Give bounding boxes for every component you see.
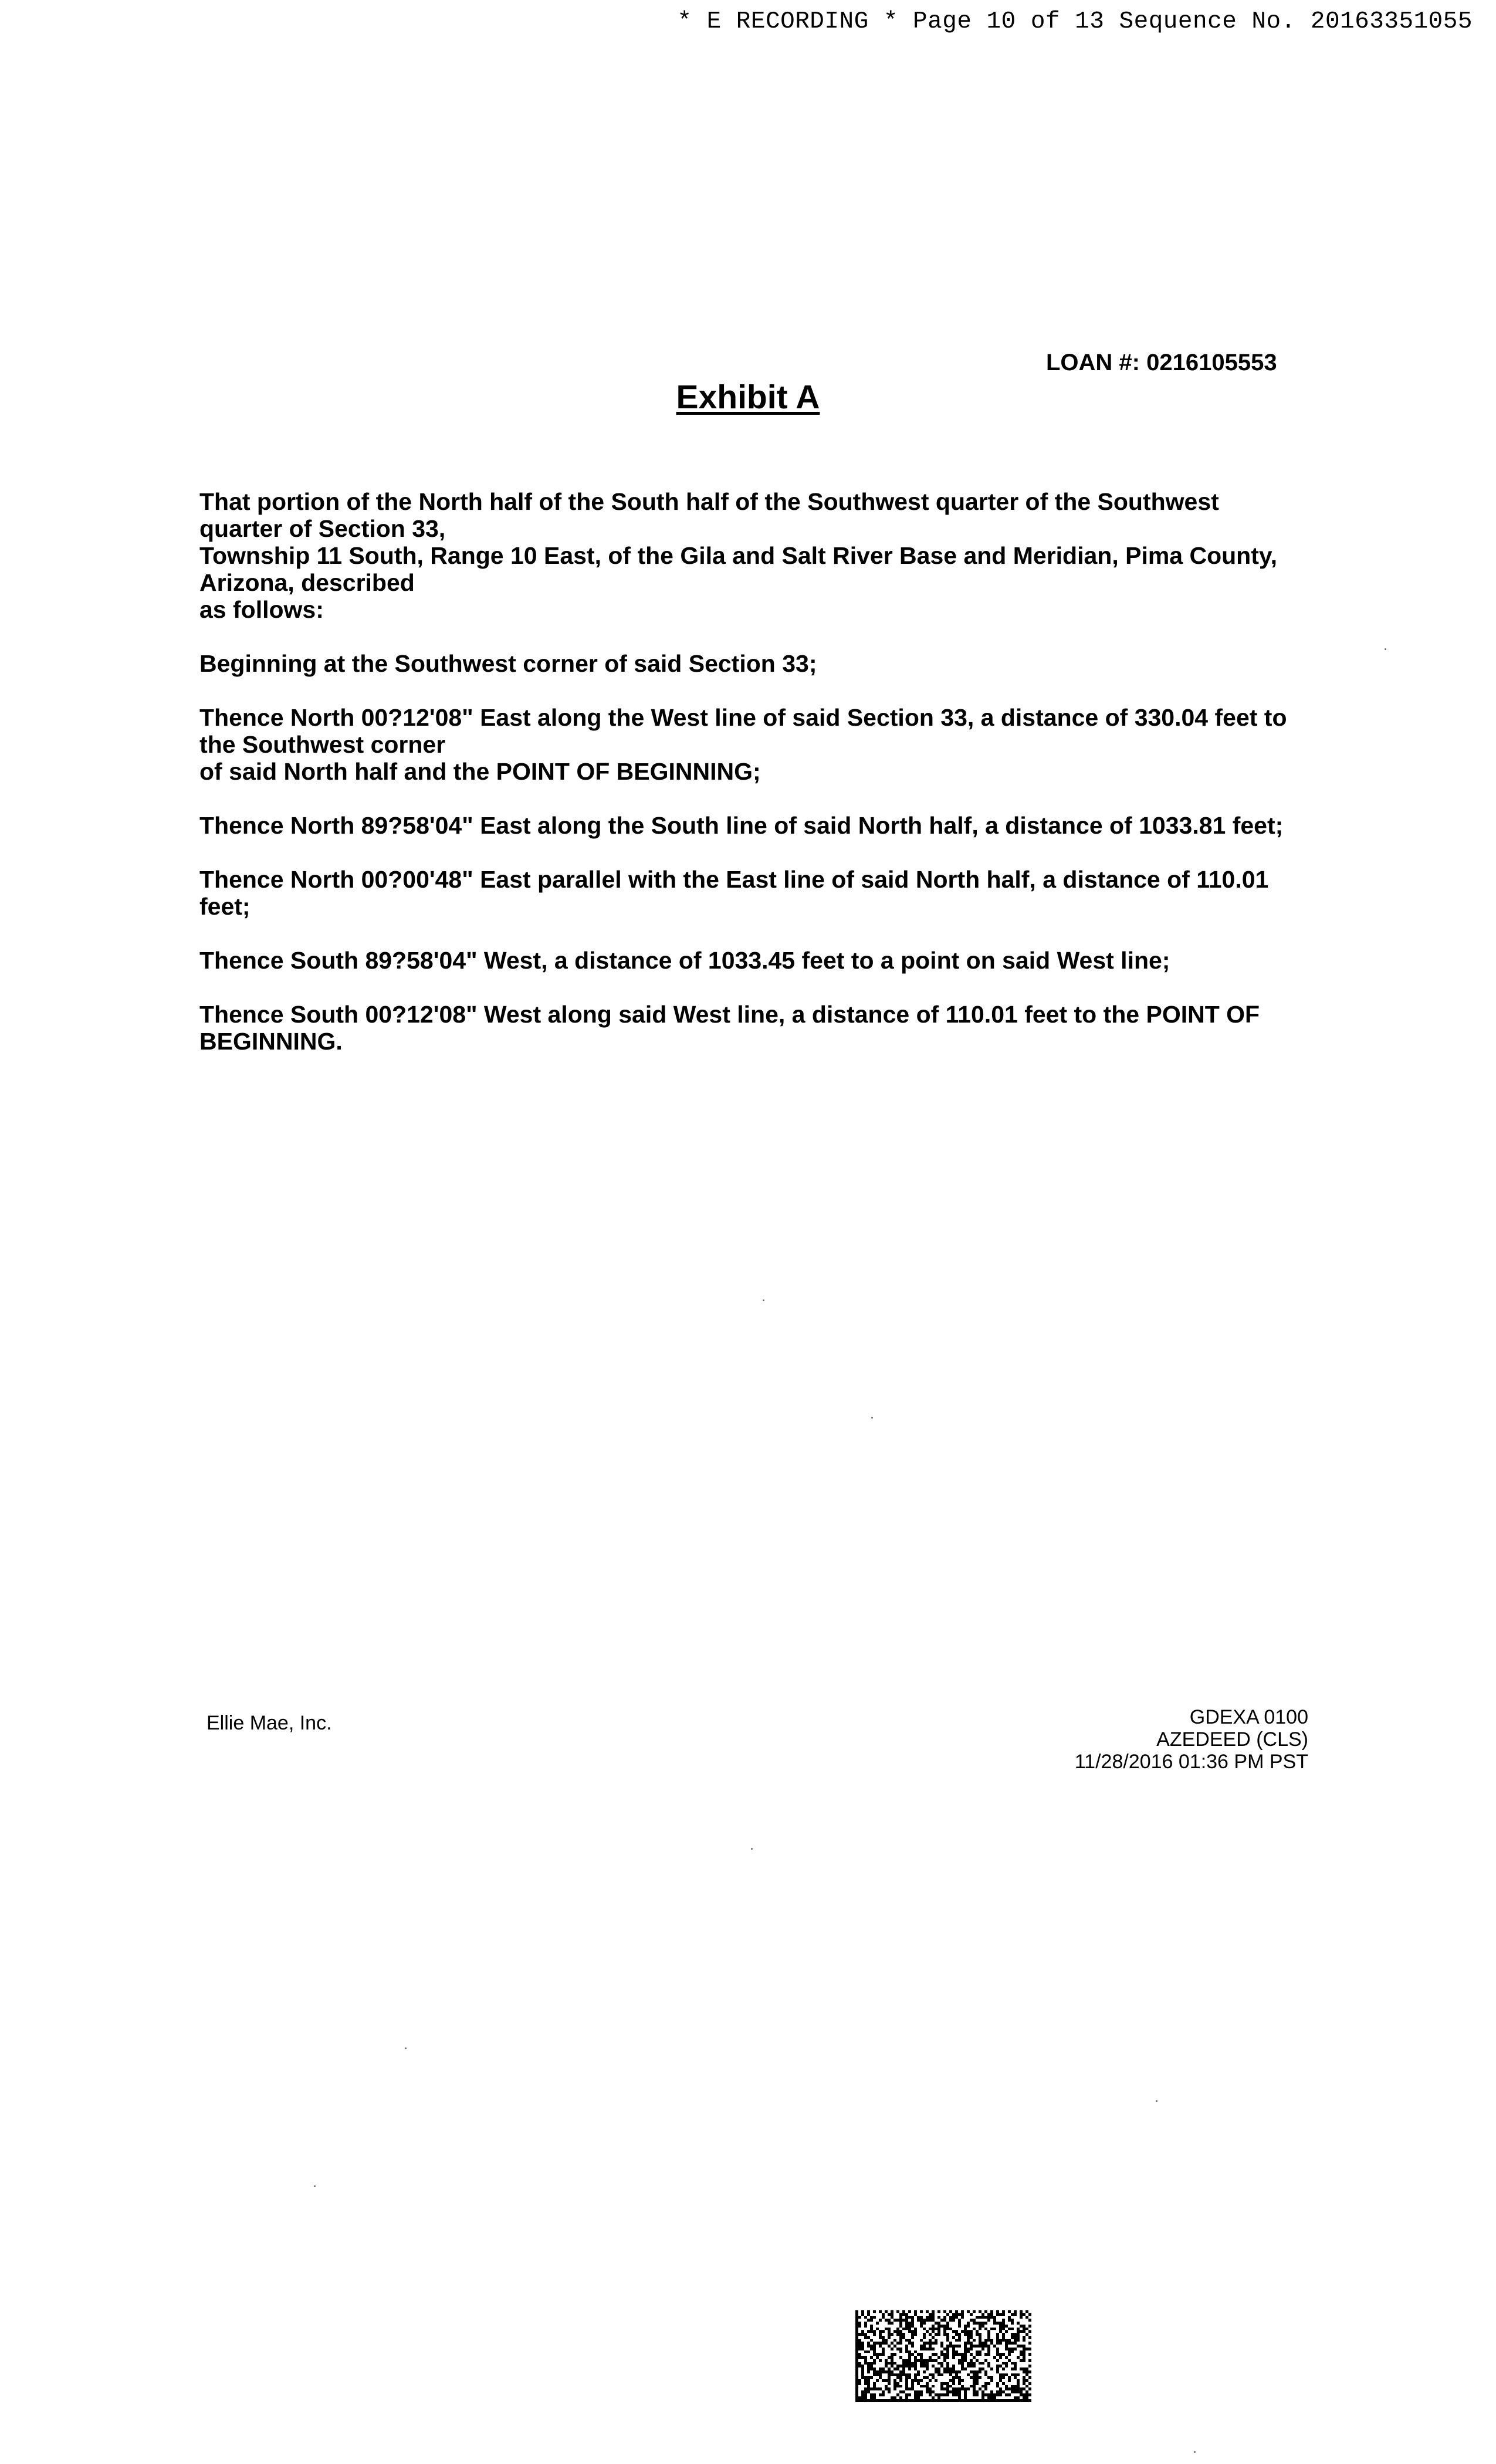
legal-intro-line: quarter of Section 33, [199, 515, 446, 542]
call-line: of said North half and the POINT OF BEGINNING; [199, 758, 761, 785]
scan-speck [751, 1848, 753, 1850]
call-paragraph-3 [199, 866, 1332, 920]
legal-intro-line: Arizona, described [199, 569, 415, 596]
call-line: Thence South 89?58'04" West, a distance of 1033.45 feet to a point on said West line; [199, 947, 1170, 974]
call-line: Thence North 00?00'48" East parallel with the East line of said North half, a distance of 110.01 [199, 866, 1269, 893]
footer-form-type: AZEDEED (CLS) [1156, 1728, 1308, 1751]
call-line: feet; [199, 893, 251, 920]
call-paragraph-1 [199, 704, 1332, 785]
legal-intro-line: That portion of the North half of the South half of the Southwest quarter of the Southwest [199, 488, 1219, 515]
footer-company: Ellie Mae, Inc. [207, 1712, 332, 1734]
legal-intro-line: Township 11 South, Range 10 East, of the Gila and Salt River Base and Meridian, Pima County, [199, 542, 1278, 569]
footer-form-info [1075, 1706, 1308, 1773]
scan-speck [1156, 2100, 1157, 2102]
call-line: Thence South 00?12'08" West along said West line, a distance of 110.01 feet to the POINT OF [199, 1001, 1260, 1028]
footer-form-code: GDEXA 0100 [1189, 1706, 1308, 1728]
call-paragraph-5 [199, 1001, 1332, 1055]
call-paragraph-2 [199, 812, 1332, 839]
scan-speck [1194, 2451, 1196, 2453]
beginning-paragraph [199, 650, 1332, 677]
scan-speck [763, 1299, 764, 1301]
call-line: Thence North 00?12'08" East along the West line of said Section 33, a distance of 330.04 feet to [199, 704, 1287, 731]
legal-intro-line: as follows: [199, 596, 324, 623]
beginning-line: Beginning at the Southwest corner of said Section 33; [199, 650, 817, 677]
scan-speck [314, 2185, 316, 2187]
scan-speck [1385, 648, 1386, 650]
call-line: the Southwest corner [199, 731, 446, 758]
legal-intro-paragraph [199, 488, 1332, 623]
scan-speck [405, 2047, 407, 2049]
call-line: BEGINNING. [199, 1028, 343, 1055]
barcode-icon [855, 2310, 1031, 2402]
call-paragraph-4 [199, 947, 1332, 974]
scan-speck [871, 1417, 873, 1419]
call-line: Thence North 89?58'04" East along the South line of said North half, a distance of 1033.81 feet; [199, 812, 1284, 839]
footer-timestamp: 11/28/2016 01:36 PM PST [1074, 1751, 1308, 1773]
exhibit-title: Exhibit A [676, 378, 820, 416]
loan-number: LOAN #: 0216105553 [1046, 350, 1277, 375]
legal-description [199, 488, 1332, 1055]
recording-header: * E RECORDING * Page 10 of 13 Sequence No. 20163351055 [677, 8, 1473, 35]
